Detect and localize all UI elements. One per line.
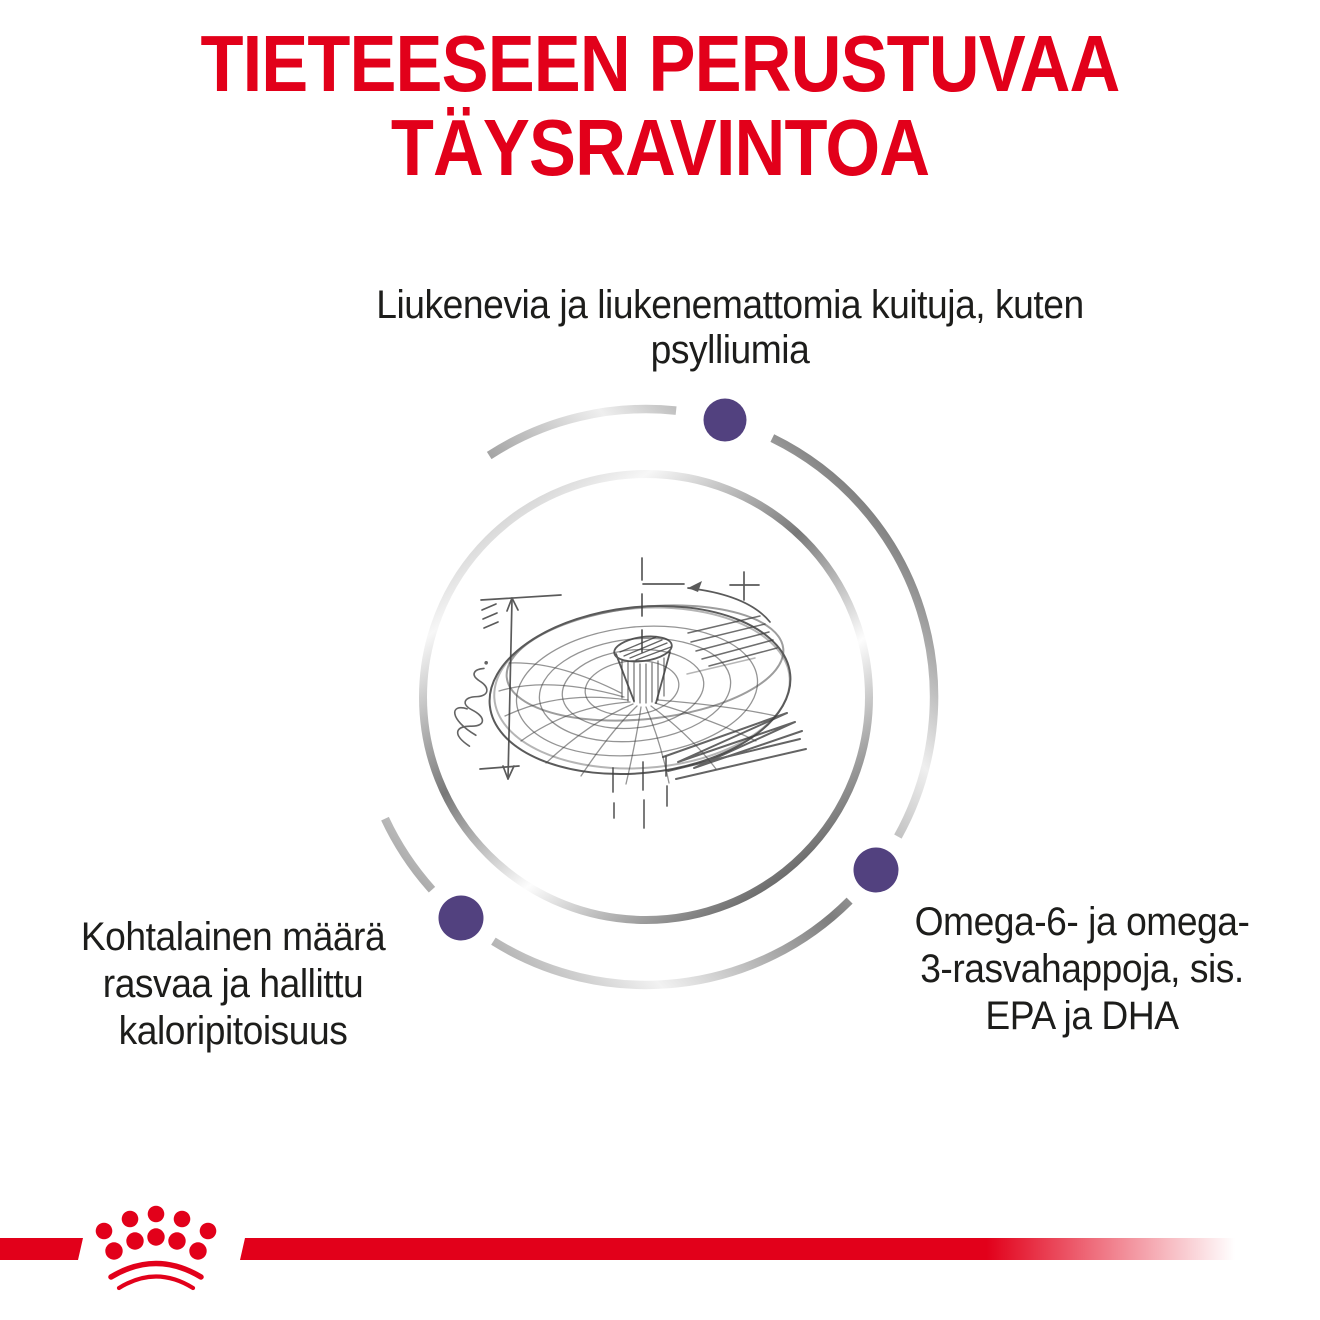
callout-fat-line-2: rasvaa ja hallittu: [102, 962, 364, 1006]
footer-bar-right: [240, 1238, 1235, 1260]
title-line-2: TÄYSRAVINTOA: [390, 103, 930, 192]
callout-omega-line-3: EPA ja DHA: [985, 994, 1179, 1038]
outer-arc-left: [385, 819, 432, 890]
benefit-dot-fiber: [704, 399, 747, 442]
benefit-dot-fat: [439, 896, 484, 941]
outer-arc-top-left: [489, 409, 676, 455]
title-line-1: TIETEESEEN PERUSTUVAA: [200, 19, 1120, 108]
callout-fiber-line-2: psylliumia: [650, 328, 810, 372]
callout-omega-line-2: 3-rasvahappoja, sis.: [920, 947, 1244, 991]
benefit-dot-omega: [854, 848, 899, 893]
outer-arc-bottom: [493, 901, 849, 985]
callout-omega-line-1: Omega-6- ja omega-: [914, 900, 1250, 944]
royal-canin-crown-logo: [96, 1206, 217, 1288]
footer-bar-left: [0, 1238, 83, 1260]
kibble-sketch-icon: [448, 558, 806, 828]
callout-fiber-line-1: Liukenevia ja liukenemattomia kuituja, kuten: [376, 283, 1084, 327]
callout-fat-line-1: Kohtalainen määrä: [80, 915, 386, 959]
callout-fat-line-3: kaloripitoisuus: [118, 1009, 348, 1053]
